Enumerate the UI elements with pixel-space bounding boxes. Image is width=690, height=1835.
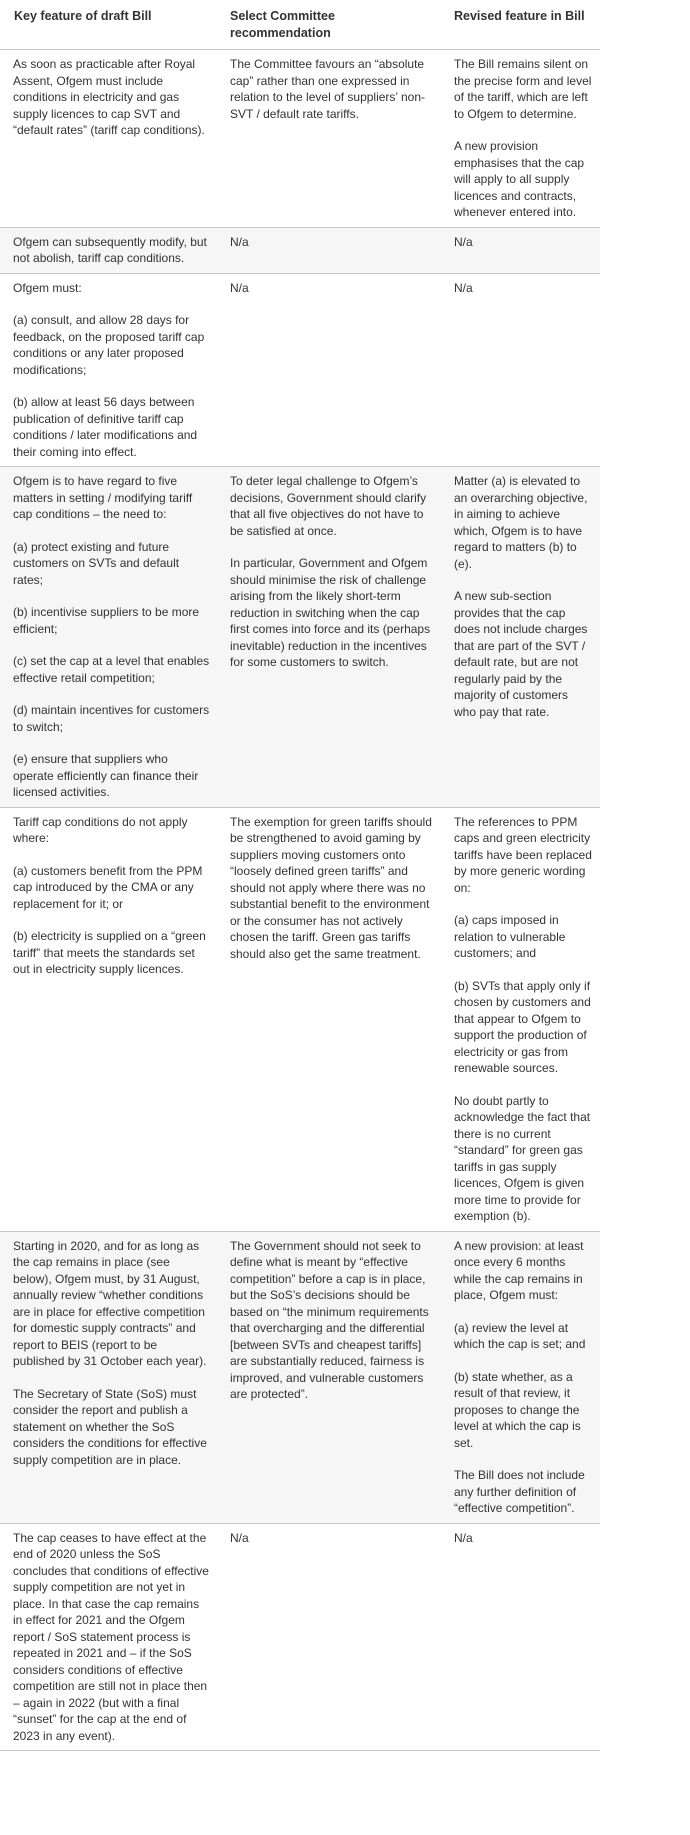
cell-paragraph: (d) maintain incentives for customers to switch; bbox=[13, 703, 210, 734]
cell-paragraph: (a) caps imposed in relation to vulnerable customers; and bbox=[454, 913, 566, 960]
cell-paragraph: Ofgem can subsequently modify, but not abolish, tariff cap conditions. bbox=[13, 234, 207, 265]
committee-cell bbox=[218, 227, 442, 273]
table-row bbox=[0, 467, 600, 808]
cell-paragraph: N/a bbox=[454, 1530, 473, 1545]
cell-paragraph: Ofgem must: bbox=[13, 280, 82, 295]
revised-cell bbox=[442, 467, 600, 808]
cell-paragraph: (b) electricity is supplied on a “green tariff” that meets the standards set out in electricity supply licences. bbox=[13, 929, 206, 976]
cell-paragraph: As soon as practicable after Royal Assent, Ofgem must include conditions in electricity and gas supply licences to cap SVT and “default rates” (tariff cap conditions). bbox=[13, 57, 205, 137]
cell-paragraph: The exemption for green tariffs should be strengthened to avoid gaming by suppliers moving customers onto “loosely defined green tariffs” and should not apply where there was no substantial benefit to the environment or the consumer has not actively chosen the tariff. Green gas tariffs should also get the same treatment. bbox=[230, 814, 432, 961]
cell-paragraph: (b) state whether, as a result of that review, it proposes to change the level at which the cap is set. bbox=[454, 1369, 581, 1450]
revised-cell bbox=[442, 273, 600, 467]
table-row bbox=[0, 227, 600, 273]
cell-paragraph: A new provision emphasises that the cap will apply to all supply licences and contracts, whenever entered into. bbox=[454, 139, 585, 219]
table-row bbox=[0, 807, 600, 1231]
cell-paragraph: (a) consult, and allow 28 days for feedback, on the proposed tariff cap conditions or any later proposed modifications; bbox=[13, 313, 205, 377]
cell-paragraph: Starting in 2020, and for as long as the cap remains in place (see below), Ofgem must, by 31 August, annually review “whether conditions are in place for effective competition for domestic supply contracts” and report to BEIS (report to be published by 31 October each year). bbox=[13, 1238, 207, 1368]
draft-bill-cell bbox=[0, 227, 218, 273]
cell-paragraph: A new provision: at least once every 6 months while the cap remains in place, Ofgem must: bbox=[454, 1238, 584, 1302]
cell-paragraph: The Secretary of State (SoS) must consider the report and publish a statement on whether the SoS considers the conditions for effective supply competition are in place. bbox=[13, 1386, 207, 1467]
revised-cell bbox=[442, 227, 600, 273]
cell-paragraph: (a) review the level at which the cap is set; and bbox=[454, 1320, 586, 1351]
header-row bbox=[0, 0, 600, 50]
cell-paragraph: The references to PPM caps and green electricity tariffs have been replaced by more generic wording on: bbox=[454, 814, 592, 895]
table-row bbox=[0, 1523, 600, 1751]
draft-bill-cell bbox=[0, 1523, 218, 1751]
cell-paragraph: N/a bbox=[230, 1530, 249, 1545]
committee-cell bbox=[218, 1231, 442, 1523]
table-row bbox=[0, 273, 600, 467]
cell-paragraph: To deter legal challenge to Ofgem’s decisions, Government should clarify that all five objectives do not have to be satisfied at once. bbox=[230, 474, 427, 538]
cell-paragraph: (b) allow at least 56 days between publication of definitive tariff cap conditions / later modifications and their coming into effect. bbox=[13, 395, 198, 459]
cell-paragraph: Tariff cap conditions do not apply where: bbox=[13, 814, 188, 845]
committee-cell bbox=[218, 1523, 442, 1751]
cell-paragraph: In particular, Government and Ofgem should minimise the risk of challenge arising from the likely short-term reduction in switching when the cap first comes into force and its (perhaps inevitable) reduction in the incentives for some customers to switch. bbox=[230, 556, 431, 669]
cell-paragraph: N/a bbox=[454, 234, 473, 249]
header-committee-recommendation: Select Committee recommendation bbox=[218, 0, 442, 50]
header-draft-bill: Key feature of draft Bill bbox=[0, 0, 218, 50]
cell-paragraph: The Bill does not include any further definition of “effective competition”. bbox=[454, 1468, 585, 1515]
cell-paragraph: No doubt partly to acknowledge the fact that there is no current “standard” for green gas tariffs in gas supply licences, Ofgem is given more time to provide for exemption (b). bbox=[454, 1093, 591, 1223]
cell-paragraph: N/a bbox=[230, 280, 249, 295]
cell-paragraph: (a) customers benefit from the PPM cap introduced by the CMA or any replacement for it; or bbox=[13, 863, 203, 911]
cell-paragraph: The cap ceases to have effect at the end of 2020 unless the SoS concludes that conditions of effective supply competition are not yet in place. In that case the cap remains in effect for 2021 and the Ofgem report / SoS statement process is repeated in 2021 and – if the SoS considers conditions of effective competition are still not in place then – again in 2022 (but with a final “sunset” for the cap at the end of 2023 in any event). bbox=[13, 1530, 209, 1743]
revised-cell bbox=[442, 1523, 600, 1751]
table-row bbox=[0, 1231, 600, 1523]
draft-bill-cell bbox=[0, 50, 218, 228]
cell-paragraph: Ofgem is to have regard to five matters in setting / modifying tariff cap conditions – the need to: bbox=[13, 474, 193, 521]
committee-cell bbox=[218, 467, 442, 808]
committee-cell bbox=[218, 807, 442, 1231]
cell-paragraph: (e) ensure that suppliers who operate efficiently can finance their licensed activities. bbox=[13, 752, 199, 799]
header-revised-feature: Revised feature in Bill bbox=[442, 0, 600, 50]
cell-paragraph: The Government should not seek to define what is meant by “effective competition” before a cap is in place, but the SoS’s decisions should be based on “the minimum requirements that overcharging and the differential [between SVTs and cheapest tariffs] are substantially reduced, fairness is improved, and vulnerable customers are protected”. bbox=[230, 1238, 429, 1401]
cell-paragraph: The Bill remains silent on the precise form and level of the tariff, which are left to Ofgem to determine. bbox=[454, 57, 592, 121]
draft-bill-cell bbox=[0, 467, 218, 808]
table-row bbox=[0, 50, 600, 228]
cell-paragraph: A new sub-section provides that the cap does not include charges that are part of the SVT / default rate, but are not regularly paid by the majority of customers who pay that rate. bbox=[454, 589, 588, 719]
draft-bill-cell bbox=[0, 273, 218, 467]
cell-paragraph: (c) set the cap at a level that enables effective retail competition; bbox=[13, 654, 210, 685]
cell-paragraph: (b) incentivise suppliers to be more efficient; bbox=[13, 605, 200, 636]
committee-cell bbox=[218, 273, 442, 467]
cell-paragraph: The Committee favours an “absolute cap” rather than one expressed in relation to the level of suppliers’ non-SVT / default rate tariffs. bbox=[230, 57, 425, 121]
draft-bill-cell bbox=[0, 1231, 218, 1523]
committee-cell bbox=[218, 50, 442, 228]
cell-paragraph: Matter (a) is elevated to an overarching objective, in aiming to achieve which, Ofgem is to have regard to matters (b) to (e). bbox=[454, 474, 588, 571]
revised-cell bbox=[442, 807, 600, 1231]
revised-cell bbox=[442, 50, 600, 228]
cell-paragraph: (a) protect existing and future customers on SVTs and default rates; bbox=[13, 539, 180, 587]
draft-bill-cell bbox=[0, 807, 218, 1231]
cell-paragraph: N/a bbox=[454, 280, 473, 295]
cell-paragraph: (b) SVTs that apply only if chosen by customers and that appear to Ofgem to support the production of electricity or gas from renewable sources. bbox=[454, 978, 591, 1075]
revised-cell bbox=[442, 1231, 600, 1523]
cell-paragraph: N/a bbox=[230, 234, 249, 249]
